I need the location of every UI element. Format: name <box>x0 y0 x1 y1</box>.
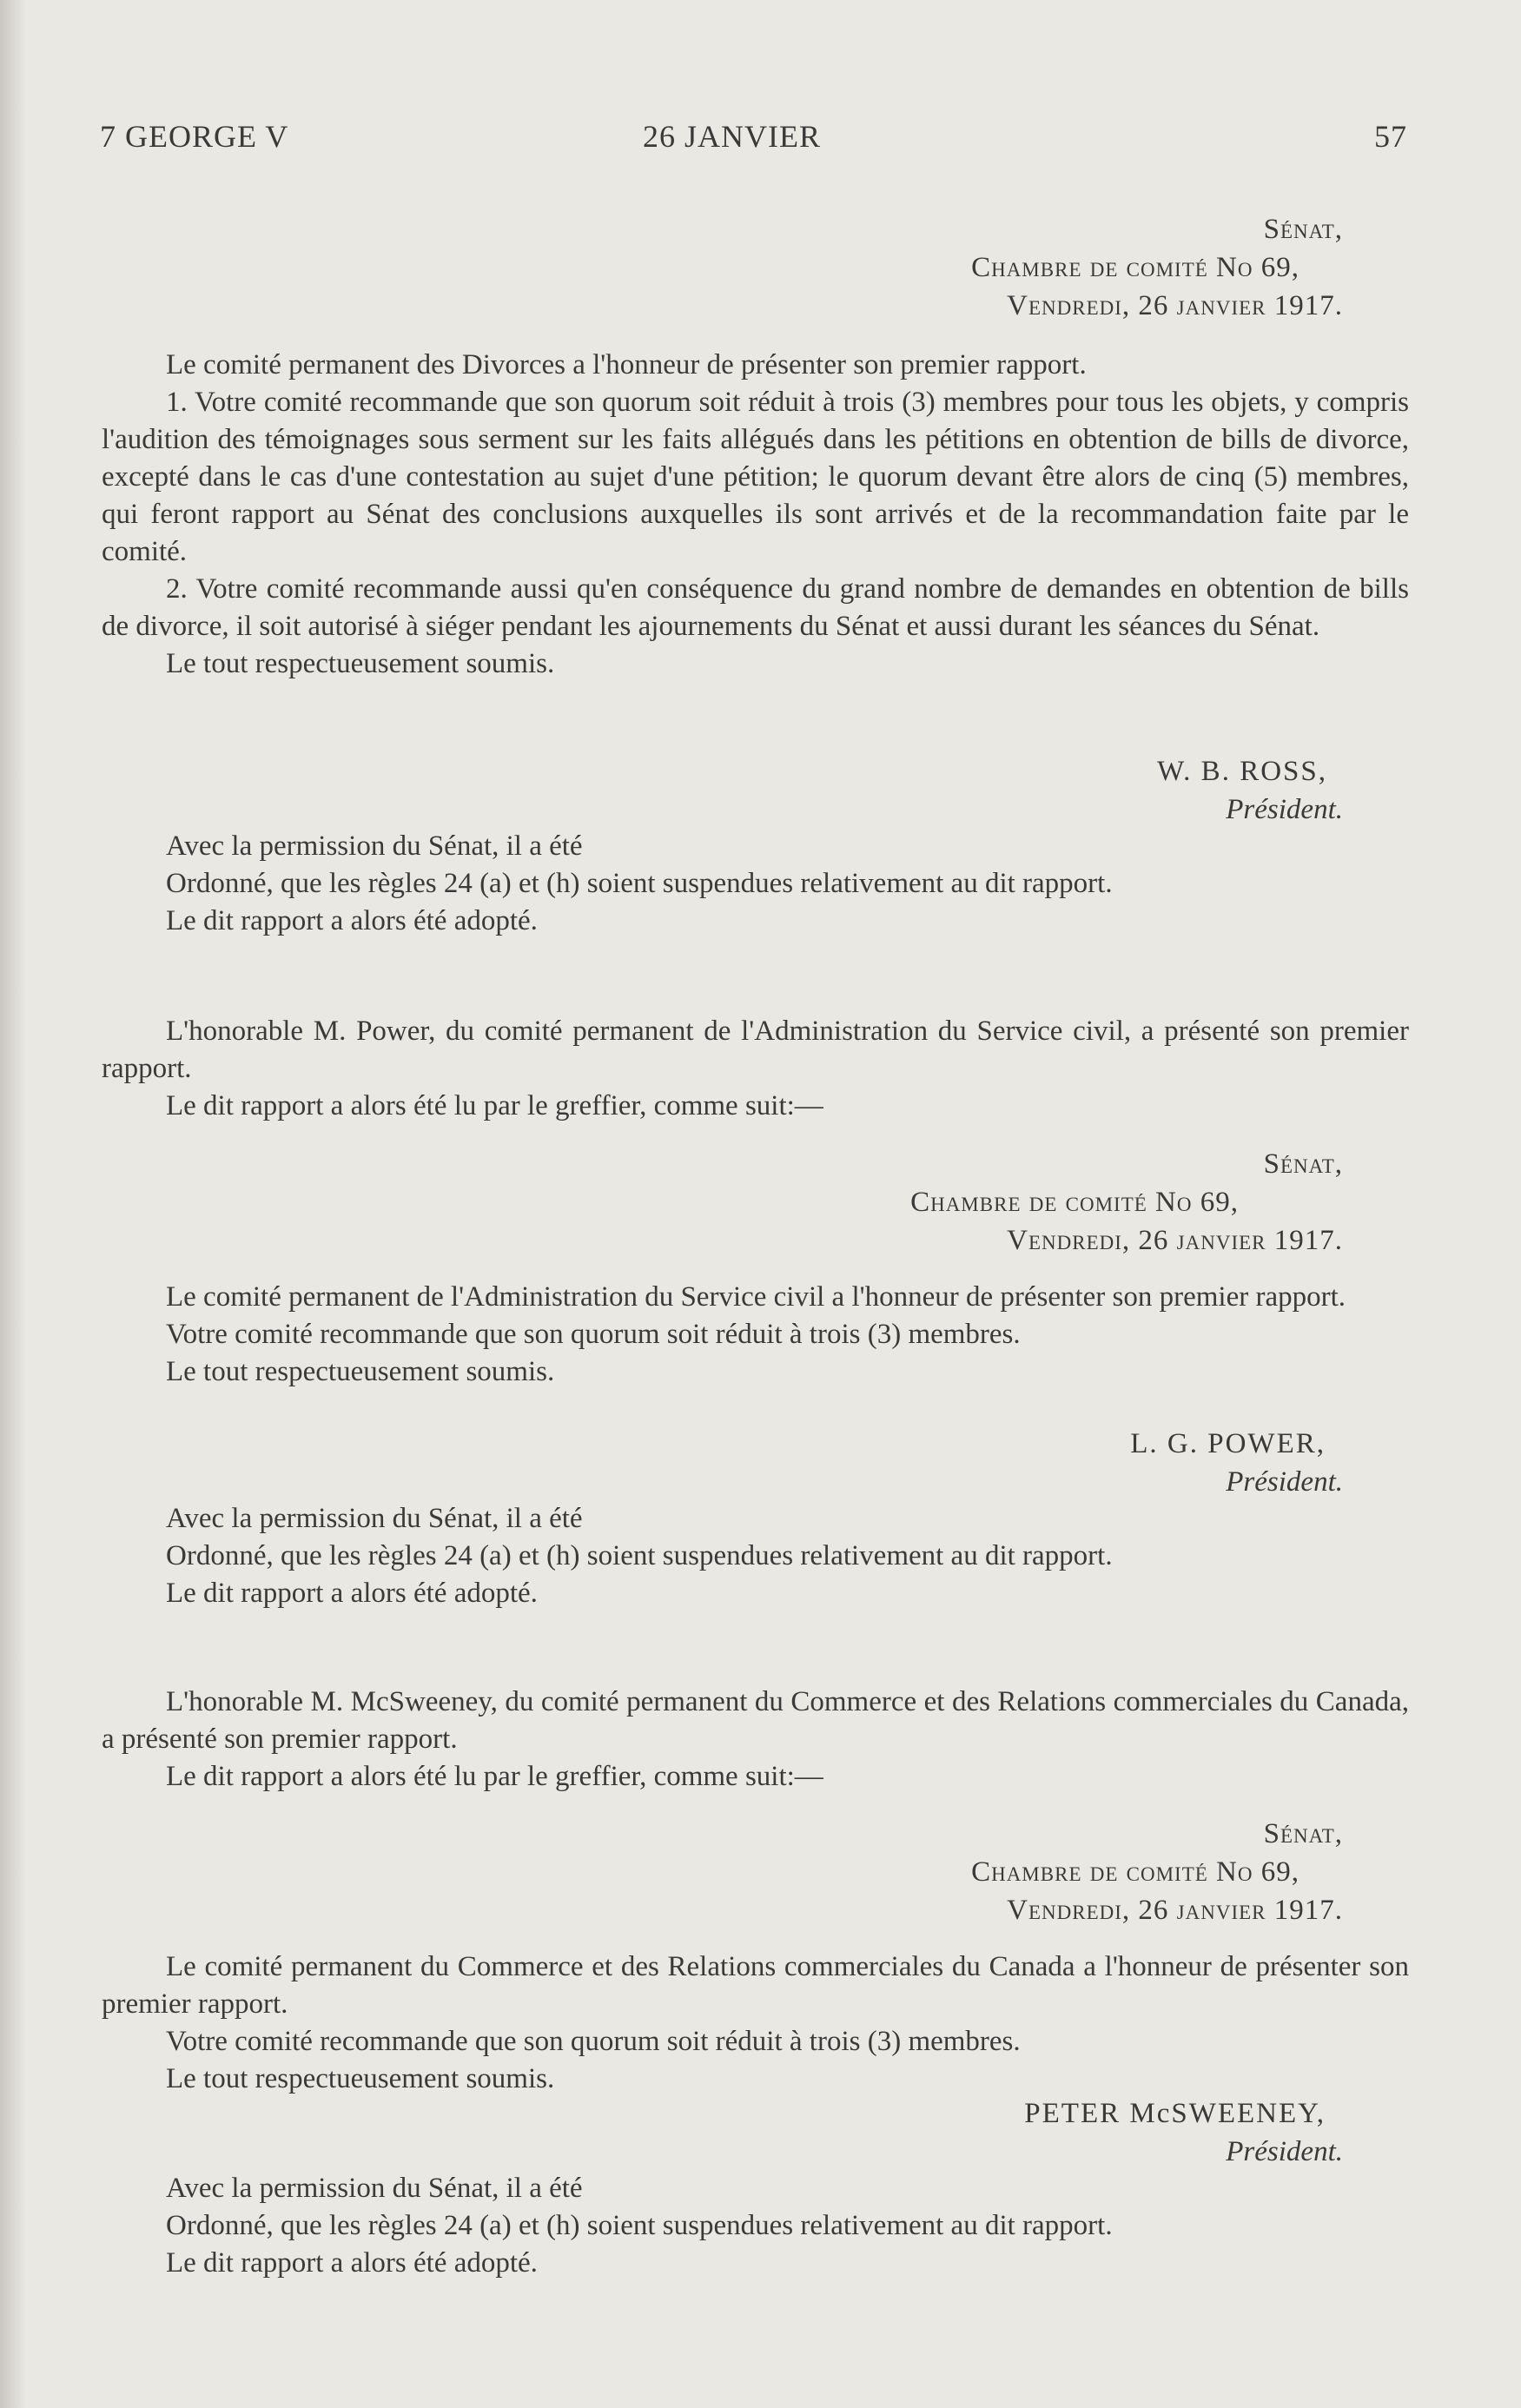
paragraph: Ordonné, que les règles 24 (a) et (h) soient suspendues relativement au dit rapport. <box>166 868 1113 899</box>
paragraph: Votre comité recommande que son quorum soit réduit à trois (3) membres. <box>166 2026 1021 2057</box>
signatory-title: Président. <box>1226 1466 1343 1498</box>
page-number: 57 <box>1374 119 1407 154</box>
dateline-date: Vendredi, 26 janvier 1917. <box>1007 290 1343 321</box>
report1-after <box>102 828 1409 940</box>
paragraph: 1. Votre comité recommande que son quorum soit réduit à trois (3) membres pour tous les objets, y compris l'audition des témoignages sous serment sur les faits allégués dans les pétitions en obtention de bills de divorce, excepté dans le cas d'une contestation au sujet d'une pétition; le quorum devant être alors de cinq (5) membres, qui feront rapport au Sénat des conclusions auxquelles ils sont arrivés et de la recommandation faite par le comité. <box>102 387 1409 567</box>
paragraph: Avec la permission du Sénat, il a été <box>166 830 583 862</box>
paragraph: Le dit rapport a alors été adopté. <box>166 1578 538 1609</box>
paragraph: Le comité permanent des Divorces a l'honneur de présenter son premier rapport. <box>166 349 1087 380</box>
running-head <box>100 118 1407 162</box>
paragraph: Le dit rapport a alors été lu par le greffier, comme suit:— <box>166 1761 823 1792</box>
paragraph: Ordonné, que les règles 24 (a) et (h) soient suspendues relativement au dit rapport. <box>166 1540 1113 1571</box>
running-head-left: 7 GEORGE V <box>100 119 289 154</box>
signature-1 <box>1157 752 1343 829</box>
paragraph: L'honorable M. Power, du comité permanent de l'Administration du Service civil, a présenté son premier rapport. <box>102 1015 1409 1084</box>
paragraph: Le comité permanent de l'Administration du Service civil a l'honneur de présenter son premier rapport. <box>166 1281 1346 1313</box>
dateline-chambre: Chambre de comité No 69, <box>910 1187 1239 1218</box>
paragraph: Le comité permanent du Commerce et des Relations commerciales du Canada a l'honneur de présenter son premier rapport. <box>102 1951 1409 2020</box>
paragraph: Le dit rapport a alors été lu par le greffier, comme suit:— <box>166 1090 823 1121</box>
report3-intro <box>102 1684 1409 1796</box>
dateline-senat: Sénat, <box>1263 214 1343 245</box>
dateline-senat: Sénat, <box>1263 1818 1343 1849</box>
dateline-chambre: Chambre de comité No 69, <box>971 1856 1299 1888</box>
signatory-name: L. G. POWER, <box>1130 1428 1326 1459</box>
paragraph: 2. Votre comité recommande aussi qu'en conséquence du grand nombre de demandes en obtention de bills de divorce, il soit autorisé à siéger pendant les ajournements du Sénat et aussi durant les séances du Sénat. <box>102 573 1409 642</box>
page-edge-shadow <box>0 0 26 2408</box>
signatory-title: Président. <box>1226 2136 1343 2167</box>
paragraph: Le tout respectueusement soumis. <box>166 648 555 679</box>
dateline-3 <box>971 1815 1343 1929</box>
report2-intro <box>102 1013 1409 1125</box>
signatory-name: PETER McSWEENEY, <box>1024 2098 1326 2129</box>
dateline-date: Vendredi, 26 janvier 1917. <box>1007 1225 1343 1256</box>
dateline-chambre: Chambre de comité No 69, <box>971 252 1299 283</box>
report3-after <box>102 2170 1409 2282</box>
report2-after <box>102 1500 1409 1612</box>
paragraph: Le dit rapport a alors été adopté. <box>166 905 538 936</box>
paragraph: Avec la permission du Sénat, il a été <box>166 2173 583 2204</box>
paragraph: L'honorable M. McSweeney, du comité permanent du Commerce et des Relations commerciales du Canada, a présenté son premier rapport. <box>102 1686 1409 1755</box>
paragraph: Le tout respectueusement soumis. <box>166 2063 555 2094</box>
signatory-title: Président. <box>1226 794 1343 825</box>
report2-body <box>102 1279 1409 1391</box>
dateline-1 <box>971 210 1343 325</box>
dateline-senat: Sénat, <box>1263 1148 1343 1180</box>
signatory-name: W. B. ROSS, <box>1157 756 1327 787</box>
running-head-center: 26 JANVIER <box>643 119 821 154</box>
signature-2 <box>1130 1425 1343 1501</box>
paragraph: Le dit rapport a alors été adopté. <box>166 2247 538 2279</box>
dateline-date: Vendredi, 26 janvier 1917. <box>1007 1895 1343 1926</box>
report3-body <box>102 1948 1409 2098</box>
paragraph: Le tout respectueusement soumis. <box>166 1356 555 1387</box>
paragraph: Avec la permission du Sénat, il a été <box>166 1503 583 1534</box>
paragraph: Votre comité recommande que son quorum soit réduit à trois (3) membres. <box>166 1319 1021 1350</box>
dateline-2 <box>910 1145 1343 1260</box>
signature-3 <box>1024 2094 1343 2171</box>
report1-body <box>102 347 1409 683</box>
paragraph: Ordonné, que les règles 24 (a) et (h) soient suspendues relativement au dit rapport. <box>166 2210 1113 2241</box>
